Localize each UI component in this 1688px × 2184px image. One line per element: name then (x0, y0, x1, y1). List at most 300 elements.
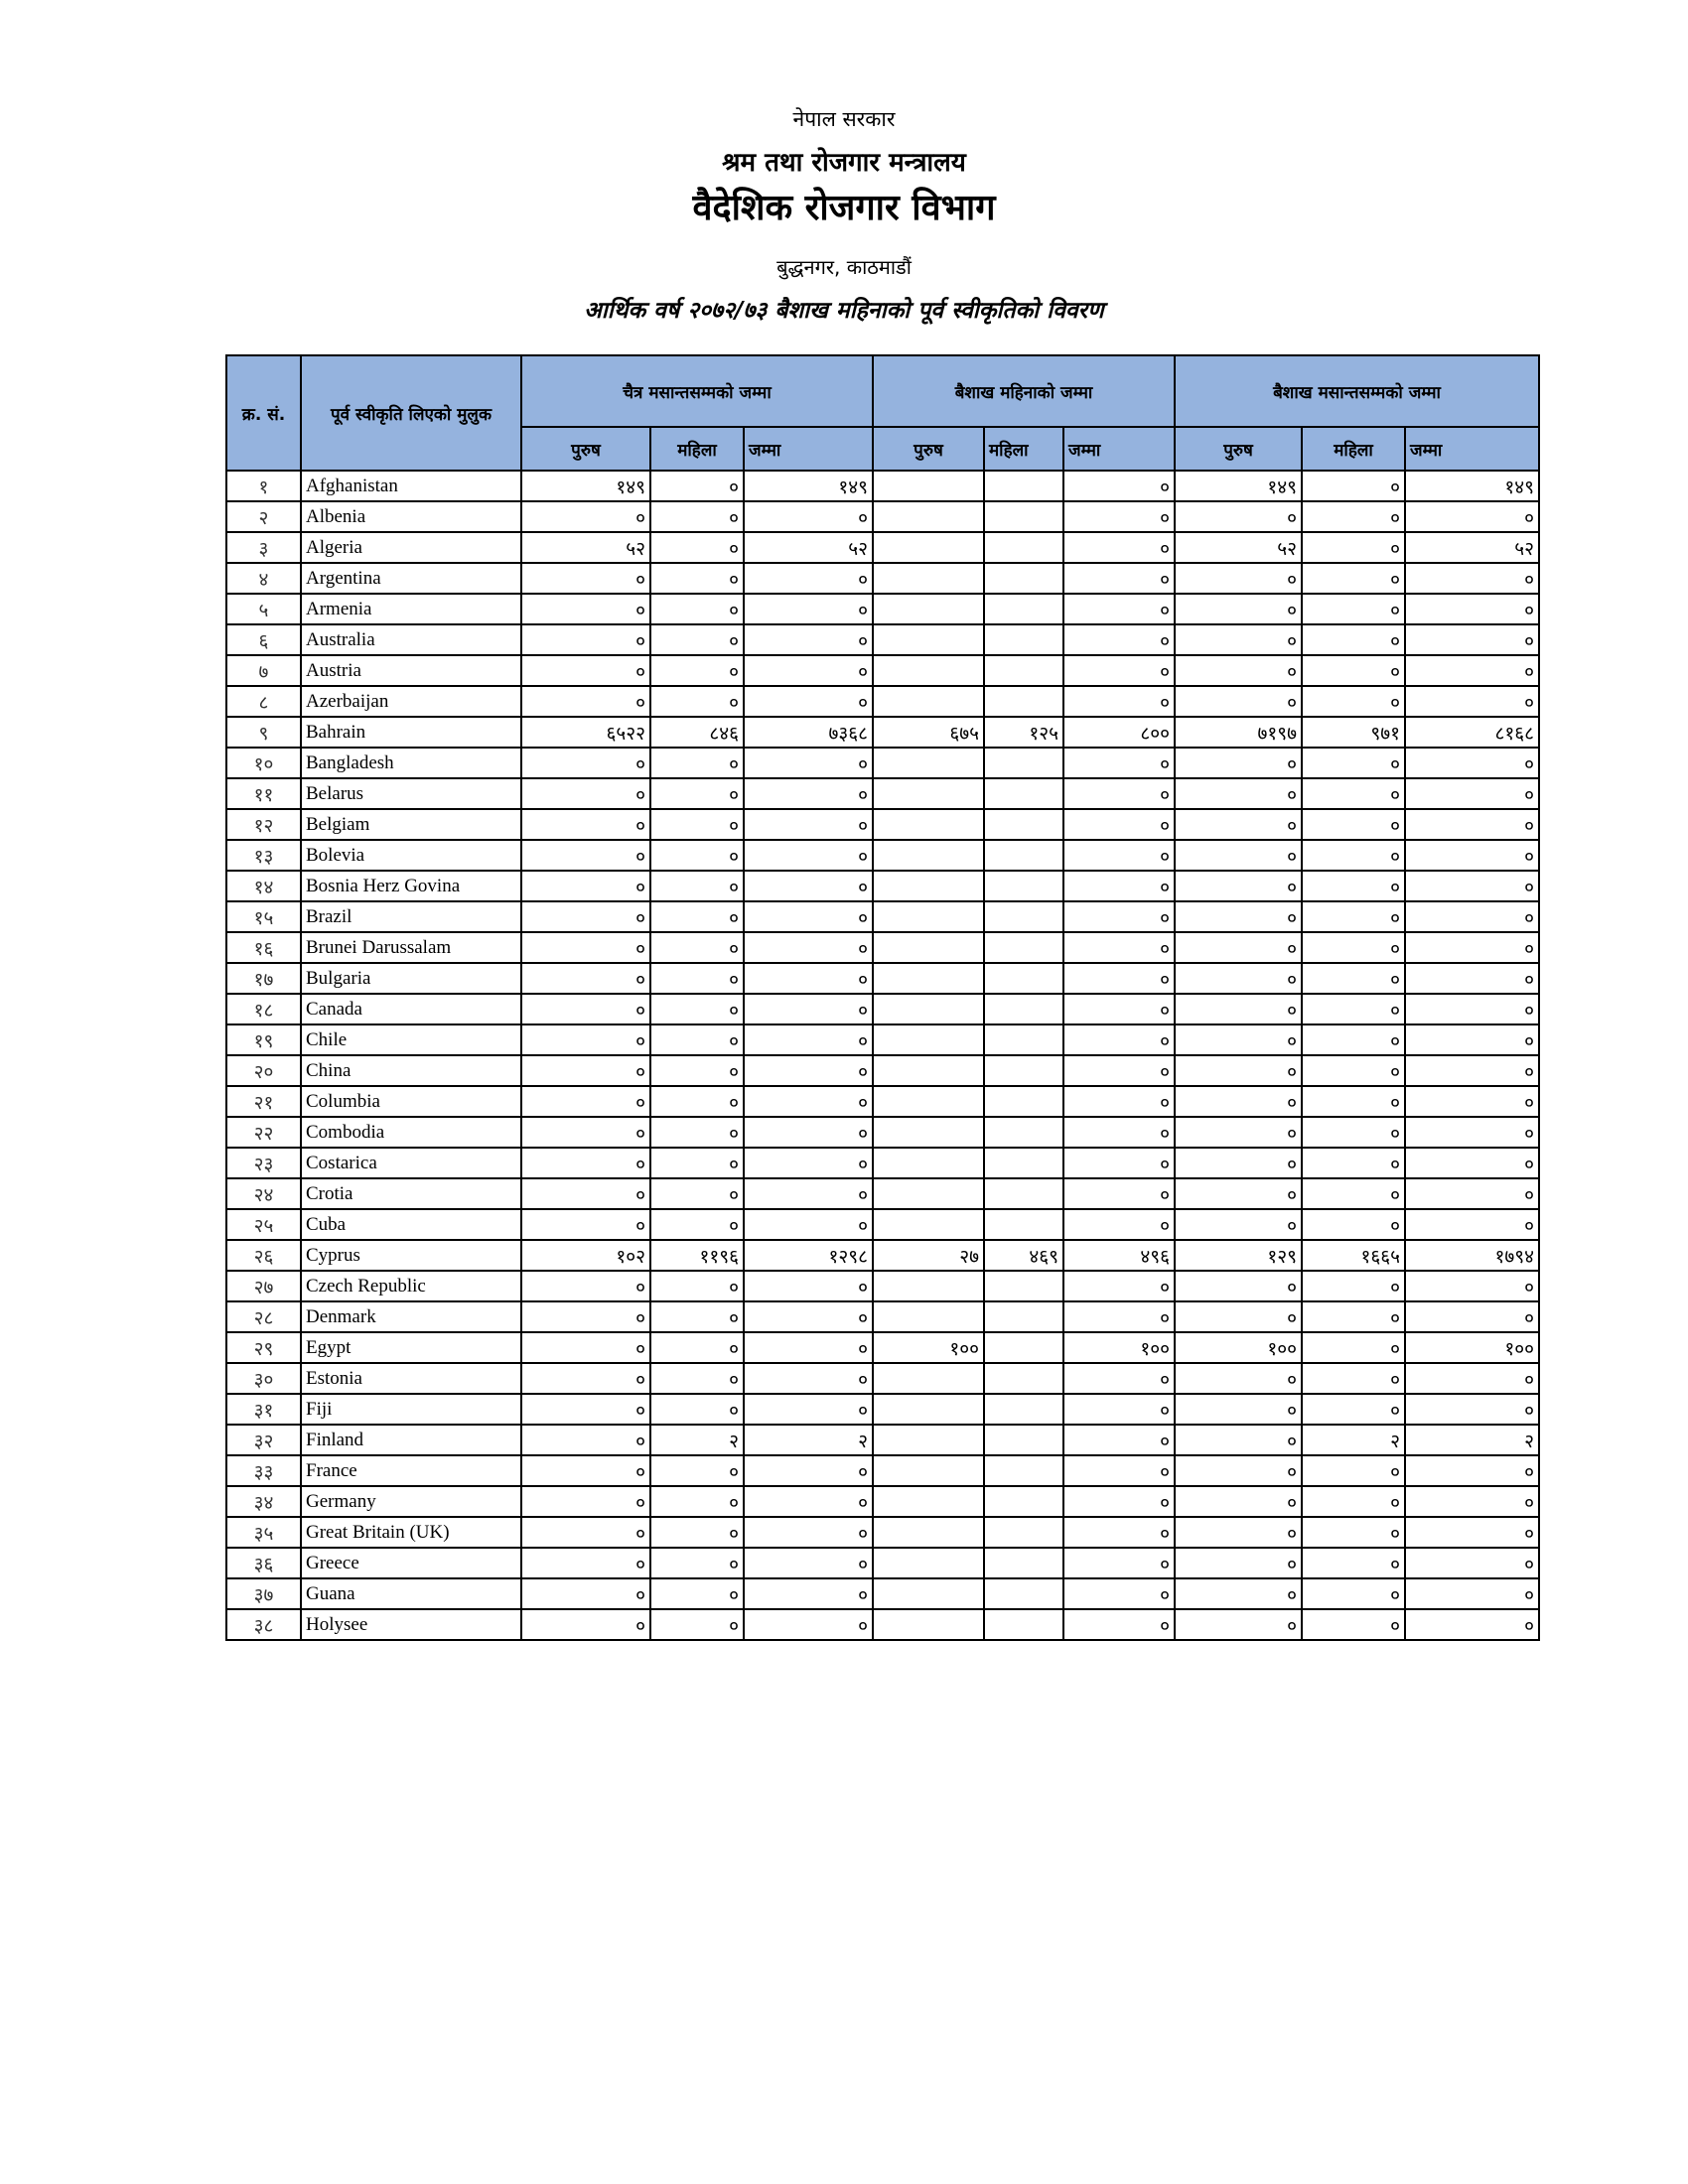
country-name: Finland (301, 1425, 521, 1455)
cumulative-total-cell: ० (1405, 1486, 1539, 1517)
baishakh-female-cell (984, 994, 1063, 1024)
cumulative-female-cell: ० (1302, 501, 1405, 532)
cumulative-female-cell: ० (1302, 932, 1405, 963)
cumulative-female-cell: ० (1302, 1086, 1405, 1117)
country-name: Belarus (301, 778, 521, 809)
chaitra-total-cell: ० (744, 1332, 873, 1363)
baishakh-total-cell: ० (1063, 686, 1175, 717)
baishakh-total-cell: ० (1063, 1363, 1175, 1394)
cumulative-female-cell: ० (1302, 871, 1405, 901)
chaitra-female-cell: ० (650, 1148, 744, 1178)
cumulative-male-cell: ० (1175, 1117, 1302, 1148)
table-row (226, 1517, 1539, 1548)
cumulative-female-cell: ० (1302, 1332, 1405, 1363)
chaitra-total-cell: ० (744, 501, 873, 532)
baishakh-total-cell: ० (1063, 1517, 1175, 1548)
cumulative-total-cell: ० (1405, 871, 1539, 901)
baishakh-male-cell (873, 901, 984, 932)
cumulative-female-cell: ० (1302, 1486, 1405, 1517)
cumulative-female-cell: ० (1302, 686, 1405, 717)
baishakh-female-cell (984, 1548, 1063, 1578)
chaitra-male-cell: १४९ (521, 471, 650, 501)
baishakh-male-cell (873, 563, 984, 594)
serial-number: ६ (226, 624, 301, 655)
cumulative-male-cell: ० (1175, 1024, 1302, 1055)
cumulative-male-cell: ० (1175, 1486, 1302, 1517)
baishakh-total-cell: ० (1063, 1271, 1175, 1301)
chaitra-total-cell: ० (744, 1209, 873, 1240)
cumulative-male-cell: ० (1175, 1455, 1302, 1486)
baishakh-total-cell: ८०० (1063, 717, 1175, 748)
chaitra-male-cell: ५२ (521, 532, 650, 563)
table-row (226, 1148, 1539, 1178)
subheader-female: महिला (650, 427, 744, 471)
chaitra-total-cell: ० (744, 840, 873, 871)
baishakh-male-cell (873, 1517, 984, 1548)
chaitra-female-cell: ० (650, 532, 744, 563)
baishakh-total-cell: १०० (1063, 1332, 1175, 1363)
country-name: Argentina (301, 563, 521, 594)
table-row (226, 1394, 1539, 1425)
chaitra-female-cell: ११९६ (650, 1240, 744, 1271)
baishakh-male-cell (873, 963, 984, 994)
chaitra-male-cell: ० (521, 1609, 650, 1640)
country-name: Czech Republic (301, 1271, 521, 1301)
country-name: Cuba (301, 1209, 521, 1240)
report-subtitle: आर्थिक वर्ष २०७२/७३ बैशाख महिनाको पूर्व स्वीकृतिको विवरण (584, 298, 1104, 324)
chaitra-total-cell: ० (744, 1486, 873, 1517)
cumulative-female-cell: ० (1302, 809, 1405, 840)
baishakh-total-cell: ० (1063, 1178, 1175, 1209)
baishakh-female-cell (984, 1178, 1063, 1209)
cumulative-male-cell: ७१९७ (1175, 717, 1302, 748)
serial-number: १८ (226, 994, 301, 1024)
country-name: France (301, 1455, 521, 1486)
cumulative-total-cell: ० (1405, 1271, 1539, 1301)
baishakh-female-cell (984, 655, 1063, 686)
chaitra-total-cell: ० (744, 1363, 873, 1394)
cumulative-female-cell: ० (1302, 624, 1405, 655)
chaitra-female-cell: ० (650, 655, 744, 686)
cumulative-total-cell: ० (1405, 1024, 1539, 1055)
country-name: Afghanistan (301, 471, 521, 501)
baishakh-male-cell (873, 871, 984, 901)
serial-number: २१ (226, 1086, 301, 1117)
table-row (226, 809, 1539, 840)
cumulative-female-cell: २ (1302, 1425, 1405, 1455)
baishakh-male-cell (873, 624, 984, 655)
cumulative-female-cell: ० (1302, 1117, 1405, 1148)
baishakh-total-cell: ० (1063, 840, 1175, 871)
chaitra-female-cell: ० (650, 778, 744, 809)
cumulative-total-cell: ० (1405, 932, 1539, 963)
serial-number: २ (226, 501, 301, 532)
cumulative-total-cell: ० (1405, 1578, 1539, 1609)
chaitra-female-cell: ० (650, 1548, 744, 1578)
baishakh-total-cell: ० (1063, 1086, 1175, 1117)
baishakh-total-cell: ० (1063, 1394, 1175, 1425)
cumulative-total-cell: ० (1405, 1055, 1539, 1086)
cumulative-female-cell: ० (1302, 655, 1405, 686)
country-name: Brunei Darussalam (301, 932, 521, 963)
cumulative-male-cell: ० (1175, 748, 1302, 778)
cumulative-male-cell: ० (1175, 1609, 1302, 1640)
chaitra-male-cell: ० (521, 1363, 650, 1394)
country-name: Chile (301, 1024, 521, 1055)
baishakh-female-cell (984, 686, 1063, 717)
country-name: Combodia (301, 1117, 521, 1148)
baishakh-male-cell (873, 1548, 984, 1578)
chaitra-total-cell: ० (744, 1086, 873, 1117)
table-row (226, 532, 1539, 563)
cumulative-total-cell: ० (1405, 1209, 1539, 1240)
cumulative-male-cell: ० (1175, 594, 1302, 624)
cumulative-total-cell: ० (1405, 963, 1539, 994)
chaitra-female-cell: ० (650, 686, 744, 717)
cumulative-male-cell: ० (1175, 1178, 1302, 1209)
baishakh-total-cell: ० (1063, 901, 1175, 932)
cumulative-total-cell: ० (1405, 778, 1539, 809)
chaitra-total-cell: ० (744, 963, 873, 994)
baishakh-female-cell (984, 1425, 1063, 1455)
cumulative-female-cell: ० (1302, 563, 1405, 594)
baishakh-total-cell: ० (1063, 871, 1175, 901)
table-row (226, 501, 1539, 532)
baishakh-total-cell: ० (1063, 563, 1175, 594)
baishakh-male-cell (873, 655, 984, 686)
baishakh-total-cell: ० (1063, 1148, 1175, 1178)
cumulative-total-cell: ० (1405, 624, 1539, 655)
baishakh-male-cell (873, 748, 984, 778)
table-body (226, 471, 1539, 1640)
baishakh-male-cell (873, 1209, 984, 1240)
baishakh-male-cell (873, 1486, 984, 1517)
chaitra-female-cell: ० (650, 963, 744, 994)
serial-number: ३० (226, 1363, 301, 1394)
chaitra-total-cell: ५२ (744, 532, 873, 563)
cumulative-female-cell: ० (1302, 994, 1405, 1024)
subheader-male: पुरुष (873, 427, 984, 471)
table-row (226, 1425, 1539, 1455)
cumulative-female-cell: ० (1302, 1271, 1405, 1301)
serial-number: २६ (226, 1240, 301, 1271)
baishakh-male-cell (873, 1086, 984, 1117)
serial-number: २४ (226, 1178, 301, 1209)
table-row (226, 624, 1539, 655)
baishakh-total-cell: ० (1063, 1455, 1175, 1486)
chaitra-total-cell: ० (744, 871, 873, 901)
table-row (226, 1117, 1539, 1148)
chaitra-male-cell: ० (521, 1394, 650, 1425)
subheader-male: पुरुष (521, 427, 650, 471)
cumulative-female-cell: ० (1302, 1178, 1405, 1209)
serial-number: ३६ (226, 1548, 301, 1578)
cumulative-total-cell: ० (1405, 1548, 1539, 1578)
cumulative-male-cell: ० (1175, 655, 1302, 686)
baishakh-female-cell (984, 1148, 1063, 1178)
cumulative-male-cell: १४९ (1175, 471, 1302, 501)
serial-number: १३ (226, 840, 301, 871)
baishakh-male-cell (873, 778, 984, 809)
baishakh-male-cell (873, 594, 984, 624)
serial-number: ३८ (226, 1609, 301, 1640)
table-row (226, 1086, 1539, 1117)
header-country: पूर्व स्वीकृति लिएको मुलुक (301, 355, 521, 471)
table-row (226, 994, 1539, 1024)
table-row (226, 1455, 1539, 1486)
serial-number: २५ (226, 1209, 301, 1240)
serial-number: १९ (226, 1024, 301, 1055)
cumulative-male-cell: ० (1175, 963, 1302, 994)
cumulative-female-cell: ० (1302, 901, 1405, 932)
chaitra-total-cell: ० (744, 1117, 873, 1148)
baishakh-male-cell (873, 809, 984, 840)
cumulative-male-cell: ५२ (1175, 532, 1302, 563)
table-row (226, 778, 1539, 809)
baishakh-female-cell (984, 1271, 1063, 1301)
chaitra-total-cell: २ (744, 1425, 873, 1455)
approval-table (225, 354, 1540, 1641)
header-group-chaitra: चैत्र मसान्तसम्मको जम्मा (521, 355, 873, 427)
cumulative-female-cell: १६६५ (1302, 1240, 1405, 1271)
chaitra-total-cell: ० (744, 809, 873, 840)
cumulative-total-cell: १४९ (1405, 471, 1539, 501)
cumulative-male-cell: ० (1175, 1301, 1302, 1332)
table-row (226, 901, 1539, 932)
chaitra-female-cell: २ (650, 1425, 744, 1455)
cumulative-male-cell: ० (1175, 932, 1302, 963)
serial-number: २३ (226, 1148, 301, 1178)
baishakh-female-cell (984, 563, 1063, 594)
baishakh-female-cell (984, 1055, 1063, 1086)
baishakh-total-cell: ० (1063, 501, 1175, 532)
country-name: Costarica (301, 1148, 521, 1178)
government-name: नेपाल सरकार (792, 107, 896, 131)
chaitra-total-cell: ० (744, 655, 873, 686)
chaitra-female-cell: ० (650, 748, 744, 778)
baishakh-female-cell: १२५ (984, 717, 1063, 748)
baishakh-total-cell: ० (1063, 932, 1175, 963)
country-name: Denmark (301, 1301, 521, 1332)
serial-number: ३२ (226, 1425, 301, 1455)
cumulative-female-cell: ० (1302, 963, 1405, 994)
cumulative-total-cell: ० (1405, 748, 1539, 778)
country-name: China (301, 1055, 521, 1086)
subheader-total: जम्मा (1405, 427, 1539, 471)
chaitra-male-cell: ० (521, 1455, 650, 1486)
chaitra-male-cell: ० (521, 778, 650, 809)
header-group-baishakh-month: बैशाख महिनाको जम्मा (873, 355, 1175, 427)
cumulative-male-cell: ० (1175, 809, 1302, 840)
chaitra-total-cell: ० (744, 1548, 873, 1578)
baishakh-total-cell: ० (1063, 1486, 1175, 1517)
chaitra-female-cell: ८४६ (650, 717, 744, 748)
baishakh-total-cell: ० (1063, 1425, 1175, 1455)
table-row (226, 1332, 1539, 1363)
serial-number: १७ (226, 963, 301, 994)
cumulative-total-cell: ० (1405, 809, 1539, 840)
table-row (226, 1578, 1539, 1609)
cumulative-female-cell: ० (1302, 1148, 1405, 1178)
baishakh-total-cell: ० (1063, 1024, 1175, 1055)
serial-number: १ (226, 471, 301, 501)
baishakh-female-cell (984, 1209, 1063, 1240)
country-name: Canada (301, 994, 521, 1024)
chaitra-female-cell: ० (650, 1178, 744, 1209)
cumulative-total-cell: ० (1405, 1363, 1539, 1394)
baishakh-total-cell: ० (1063, 594, 1175, 624)
cumulative-female-cell: ० (1302, 1394, 1405, 1425)
table-row (226, 686, 1539, 717)
cumulative-female-cell: ० (1302, 778, 1405, 809)
country-name: Fiji (301, 1394, 521, 1425)
chaitra-total-cell: ० (744, 932, 873, 963)
chaitra-male-cell: ० (521, 994, 650, 1024)
country-name: Bangladesh (301, 748, 521, 778)
cumulative-total-cell: ० (1405, 501, 1539, 532)
baishakh-total-cell: ० (1063, 1209, 1175, 1240)
cumulative-total-cell: १७९४ (1405, 1240, 1539, 1271)
chaitra-female-cell: ० (650, 1332, 744, 1363)
cumulative-male-cell: ० (1175, 994, 1302, 1024)
chaitra-male-cell: ० (521, 748, 650, 778)
cumulative-total-cell: ० (1405, 1178, 1539, 1209)
chaitra-total-cell: १४९ (744, 471, 873, 501)
baishakh-female-cell (984, 1086, 1063, 1117)
cumulative-female-cell: ० (1302, 594, 1405, 624)
baishakh-total-cell: ० (1063, 748, 1175, 778)
chaitra-female-cell: ० (650, 840, 744, 871)
chaitra-male-cell: ० (521, 686, 650, 717)
cumulative-total-cell: ८१६८ (1405, 717, 1539, 748)
cumulative-male-cell: ० (1175, 871, 1302, 901)
baishakh-male-cell (873, 1394, 984, 1425)
serial-number: २२ (226, 1117, 301, 1148)
chaitra-male-cell: ० (521, 901, 650, 932)
serial-number: ३ (226, 532, 301, 563)
chaitra-total-cell: ० (744, 594, 873, 624)
baishakh-female-cell (984, 1609, 1063, 1640)
chaitra-female-cell: ० (650, 594, 744, 624)
baishakh-female-cell (984, 748, 1063, 778)
chaitra-female-cell: ० (650, 932, 744, 963)
country-name: Algeria (301, 532, 521, 563)
table-row (226, 594, 1539, 624)
cumulative-male-cell: ० (1175, 1425, 1302, 1455)
baishakh-total-cell: ० (1063, 778, 1175, 809)
serial-number: २९ (226, 1332, 301, 1363)
chaitra-male-cell: ० (521, 1301, 650, 1332)
country-name: Bahrain (301, 717, 521, 748)
cumulative-female-cell: ० (1302, 1024, 1405, 1055)
baishakh-male-cell: ६७५ (873, 717, 984, 748)
chaitra-total-cell: ० (744, 901, 873, 932)
table-row (226, 871, 1539, 901)
chaitra-female-cell: ० (650, 1209, 744, 1240)
cumulative-female-cell: ० (1302, 532, 1405, 563)
subheader-female: महिला (984, 427, 1063, 471)
table-row (226, 840, 1539, 871)
chaitra-male-cell: ० (521, 1578, 650, 1609)
country-name: Australia (301, 624, 521, 655)
baishakh-male-cell (873, 471, 984, 501)
baishakh-female-cell (984, 840, 1063, 871)
chaitra-male-cell: ० (521, 563, 650, 594)
country-name: Estonia (301, 1363, 521, 1394)
baishakh-female-cell (984, 871, 1063, 901)
baishakh-male-cell (873, 932, 984, 963)
chaitra-male-cell: ० (521, 594, 650, 624)
table-row (226, 471, 1539, 501)
country-name: Egypt (301, 1332, 521, 1363)
cumulative-total-cell: ० (1405, 994, 1539, 1024)
table-row (226, 655, 1539, 686)
cumulative-male-cell: ० (1175, 1363, 1302, 1394)
chaitra-female-cell: ० (650, 901, 744, 932)
cumulative-female-cell: ० (1302, 1209, 1405, 1240)
cumulative-female-cell: ० (1302, 748, 1405, 778)
chaitra-male-cell: ० (521, 1332, 650, 1363)
serial-number: १४ (226, 871, 301, 901)
cumulative-female-cell: ० (1302, 471, 1405, 501)
baishakh-female-cell (984, 1024, 1063, 1055)
chaitra-female-cell: ० (650, 871, 744, 901)
cumulative-male-cell: ० (1175, 1548, 1302, 1578)
serial-number: ७ (226, 655, 301, 686)
chaitra-female-cell: ० (650, 1486, 744, 1517)
cumulative-female-cell: ० (1302, 1301, 1405, 1332)
cumulative-total-cell: २ (1405, 1425, 1539, 1455)
cumulative-total-cell: ० (1405, 1517, 1539, 1548)
baishakh-female-cell (984, 471, 1063, 501)
baishakh-total-cell: ० (1063, 1548, 1175, 1578)
chaitra-female-cell: ० (650, 1271, 744, 1301)
chaitra-female-cell: ० (650, 1024, 744, 1055)
cumulative-male-cell: ० (1175, 686, 1302, 717)
table-row (226, 1240, 1539, 1271)
baishakh-male-cell (873, 994, 984, 1024)
table-row (226, 1301, 1539, 1332)
table-row (226, 1609, 1539, 1640)
cumulative-female-cell: ९७१ (1302, 717, 1405, 748)
baishakh-female-cell (984, 1486, 1063, 1517)
cumulative-female-cell: ० (1302, 1055, 1405, 1086)
baishakh-total-cell: ४९६ (1063, 1240, 1175, 1271)
chaitra-male-cell: ० (521, 963, 650, 994)
chaitra-total-cell: ० (744, 1271, 873, 1301)
table-row (226, 717, 1539, 748)
baishakh-male-cell (873, 1609, 984, 1640)
chaitra-male-cell: ० (521, 871, 650, 901)
cumulative-male-cell: ० (1175, 501, 1302, 532)
baishakh-female-cell (984, 1363, 1063, 1394)
chaitra-female-cell: ० (650, 1578, 744, 1609)
table-row (226, 563, 1539, 594)
baishakh-female-cell (984, 901, 1063, 932)
baishakh-male-cell (873, 1055, 984, 1086)
cumulative-male-cell: ० (1175, 1394, 1302, 1425)
chaitra-male-cell: ० (521, 1517, 650, 1548)
chaitra-total-cell: ० (744, 1455, 873, 1486)
chaitra-male-cell: ० (521, 1117, 650, 1148)
baishakh-total-cell: ० (1063, 1609, 1175, 1640)
country-name: Cyprus (301, 1240, 521, 1271)
baishakh-male-cell (873, 1024, 984, 1055)
chaitra-female-cell: ० (650, 1301, 744, 1332)
baishakh-female-cell (984, 594, 1063, 624)
baishakh-female-cell (984, 963, 1063, 994)
chaitra-female-cell: ० (650, 1394, 744, 1425)
